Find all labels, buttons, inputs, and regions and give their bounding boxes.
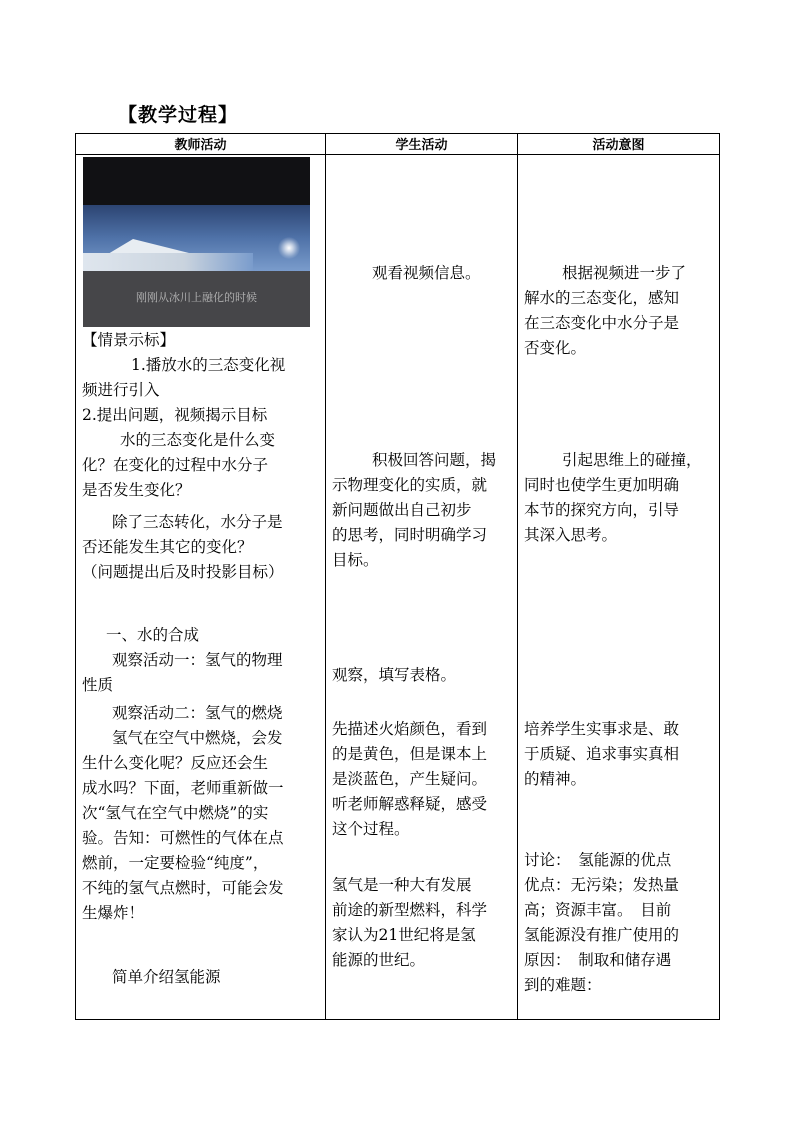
teacher-activity-cell: [76, 155, 326, 1020]
student-line: 目标。: [332, 551, 379, 569]
table-row: [76, 155, 720, 1020]
teacher-line: 【情景示标】: [82, 331, 176, 349]
intent-line: 培养学生实事求是、敢: [524, 720, 680, 738]
teacher-line: 2.提出问题，视频揭示目标: [82, 406, 268, 424]
video-caption: 刚刚从冰川上融化的时候: [136, 291, 257, 304]
activity-intent-cell: [518, 155, 720, 1020]
header-teacher-activity: 教师活动: [76, 134, 326, 155]
teacher-line: 观察活动一：氢气的物理: [112, 651, 283, 669]
intent-line: 其深入思考。: [524, 526, 618, 544]
intent-line: 优点：无污染；发热量: [524, 876, 680, 894]
student-line: 先描述火焰颜色，看到: [332, 720, 488, 738]
intent-line: 原因： 制取和储存遇: [524, 951, 672, 969]
student-line: 观察，填写表格。: [332, 666, 457, 684]
teacher-line: 否还能发生其它的变化？: [82, 538, 253, 556]
student-line: 这个过程。: [332, 820, 410, 838]
intent-line: 根据视频进一步了: [562, 264, 687, 282]
intent-line: 的精神。: [524, 770, 587, 788]
intent-line: 高；资源丰富。 目前: [524, 901, 672, 919]
section-heading: 【教学过程】: [118, 104, 239, 126]
header-student-activity: 学生活动: [326, 134, 518, 155]
intent-line: 本节的探究方向，引导: [524, 501, 680, 519]
student-line: 的思考，同时明确学习: [332, 526, 488, 544]
student-line: 的是黄色，但是课本上: [332, 745, 488, 763]
student-activity-cell: [326, 155, 518, 1020]
student-line: 积极回答问题，揭: [372, 451, 497, 469]
intent-line: 讨论： 氢能源的优点: [524, 851, 672, 869]
student-line: 听老师解惑释疑，感受: [332, 795, 488, 813]
student-line: 新问题做出自己初步: [332, 501, 472, 519]
teacher-line: 1.播放水的三态变化视: [131, 356, 286, 374]
teacher-line: 化？在变化的过程中水分子: [82, 456, 269, 474]
teacher-line: 次“氢气在空气中燃烧”的实: [82, 804, 269, 822]
teacher-line: 成水吗？下面，老师重新做一: [82, 779, 284, 797]
intent-line: 解水的三态变化，感知: [524, 289, 680, 307]
student-line: 示物理变化的实质，就: [332, 476, 488, 494]
intent-line: 在三态变化中水分子是: [524, 314, 680, 332]
lesson-table: [75, 133, 720, 1020]
teacher-line: 不纯的氢气点燃时，可能会发: [82, 879, 284, 897]
teacher-line: 水的三态变化是什么变: [120, 431, 276, 449]
student-line: 家认为21世纪将是氢: [332, 926, 476, 944]
teacher-line: 观察活动二：氢气的燃烧: [112, 704, 283, 722]
teacher-line: 生爆炸！: [82, 904, 145, 922]
teacher-line: （问题提出后及时投影目标）: [82, 563, 284, 581]
teacher-line: 燃前，一定要检验“纯度”，: [82, 854, 269, 872]
sun-glow-icon: [278, 237, 300, 259]
teacher-line: 频进行引入: [82, 381, 160, 399]
video-still: [83, 157, 310, 327]
teacher-line: 是否发生变化？: [82, 481, 191, 499]
teacher-line: 生什么变化呢？反应还会生: [82, 754, 269, 772]
intent-line: 于质疑、追求事实真相: [524, 745, 680, 763]
teacher-line: 除了三态转化，水分子是: [112, 513, 283, 531]
table-header-row: [76, 134, 720, 155]
teacher-line: 一、水的合成: [106, 626, 200, 644]
student-line: 观看视频信息。: [372, 264, 481, 282]
teacher-line: 性质: [82, 676, 114, 694]
intent-line: 否变化。: [524, 339, 587, 357]
teacher-line: 氢气在空气中燃烧，会发: [112, 729, 283, 747]
teacher-line: 简单介绍氢能源: [112, 968, 221, 986]
header-activity-intent: 活动意图: [518, 134, 720, 155]
intent-line: 氢能源没有推广使用的: [524, 926, 680, 944]
teacher-line: 验。告知：可燃性的气体在点: [82, 829, 284, 847]
student-line: 前途的新型燃料，科学: [332, 901, 488, 919]
intent-line: 同时也使学生更加明确: [524, 476, 680, 494]
student-line: 能源的世纪。: [332, 951, 426, 969]
intent-line: 引起思维上的碰撞，: [562, 451, 702, 469]
student-line: 是淡蓝色，产生疑问。: [332, 770, 488, 788]
student-line: 氢气是一种大有发展: [332, 876, 472, 894]
intent-line: 到的难题：: [524, 976, 602, 994]
